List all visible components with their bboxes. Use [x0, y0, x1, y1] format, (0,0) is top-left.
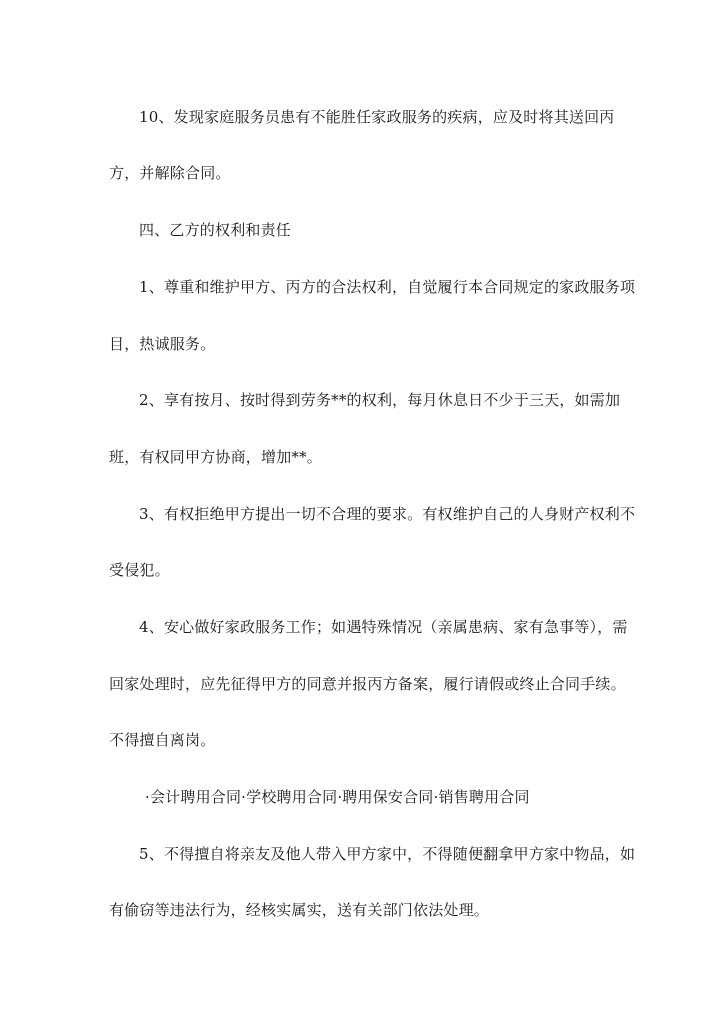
clause-1-line-2: 目，热诚服务。: [109, 335, 216, 353]
related-contracts-links[interactable]: ·会计聘用合同·学校聘用合同·聘用保安合同·销售聘用合同: [145, 788, 530, 806]
clause-3-line-1: 3、有权拒绝甲方提出一切不合理的要求。有权维护自己的人身财产权利不: [139, 505, 636, 523]
clause-1-line-1: 1、尊重和维护甲方、丙方的合法权利，自觉履行本合同规定的家政服务项: [139, 278, 636, 296]
clause-10-line-1: 10、发现家庭服务员患有不能胜任家政服务的疾病，应及时将其送回丙: [139, 108, 615, 126]
clause-2-line-2: 班，有权同甲方协商，增加**。: [109, 448, 323, 466]
section-heading-party-b: 四、乙方的权利和责任: [139, 221, 292, 239]
clause-2-line-1: 2、享有按月、按时得到劳务**的权利，每月休息日不少于三天，如需加: [139, 391, 621, 409]
clause-10-line-2: 方，并解除合同。: [109, 164, 231, 182]
clause-4-line-1: 4、安心做好家政服务工作；如遇特殊情况（亲属患病、家有急事等），需: [139, 618, 628, 636]
clause-5-line-1: 5、不得擅自将亲友及他人带入甲方家中，不得随便翻拿甲方家中物品，如: [139, 845, 636, 863]
clause-5-line-2: 有偷窃等违法行为，经核实属实，送有关部门依法处理。: [109, 901, 490, 919]
clause-4-line-2: 回家处理时，应先征得甲方的同意并报丙方备案，履行请假或终止合同手续。: [109, 675, 626, 693]
clause-4-line-3: 不得擅自离岗。: [109, 731, 216, 749]
clause-3-line-2: 受侵犯。: [109, 561, 170, 579]
